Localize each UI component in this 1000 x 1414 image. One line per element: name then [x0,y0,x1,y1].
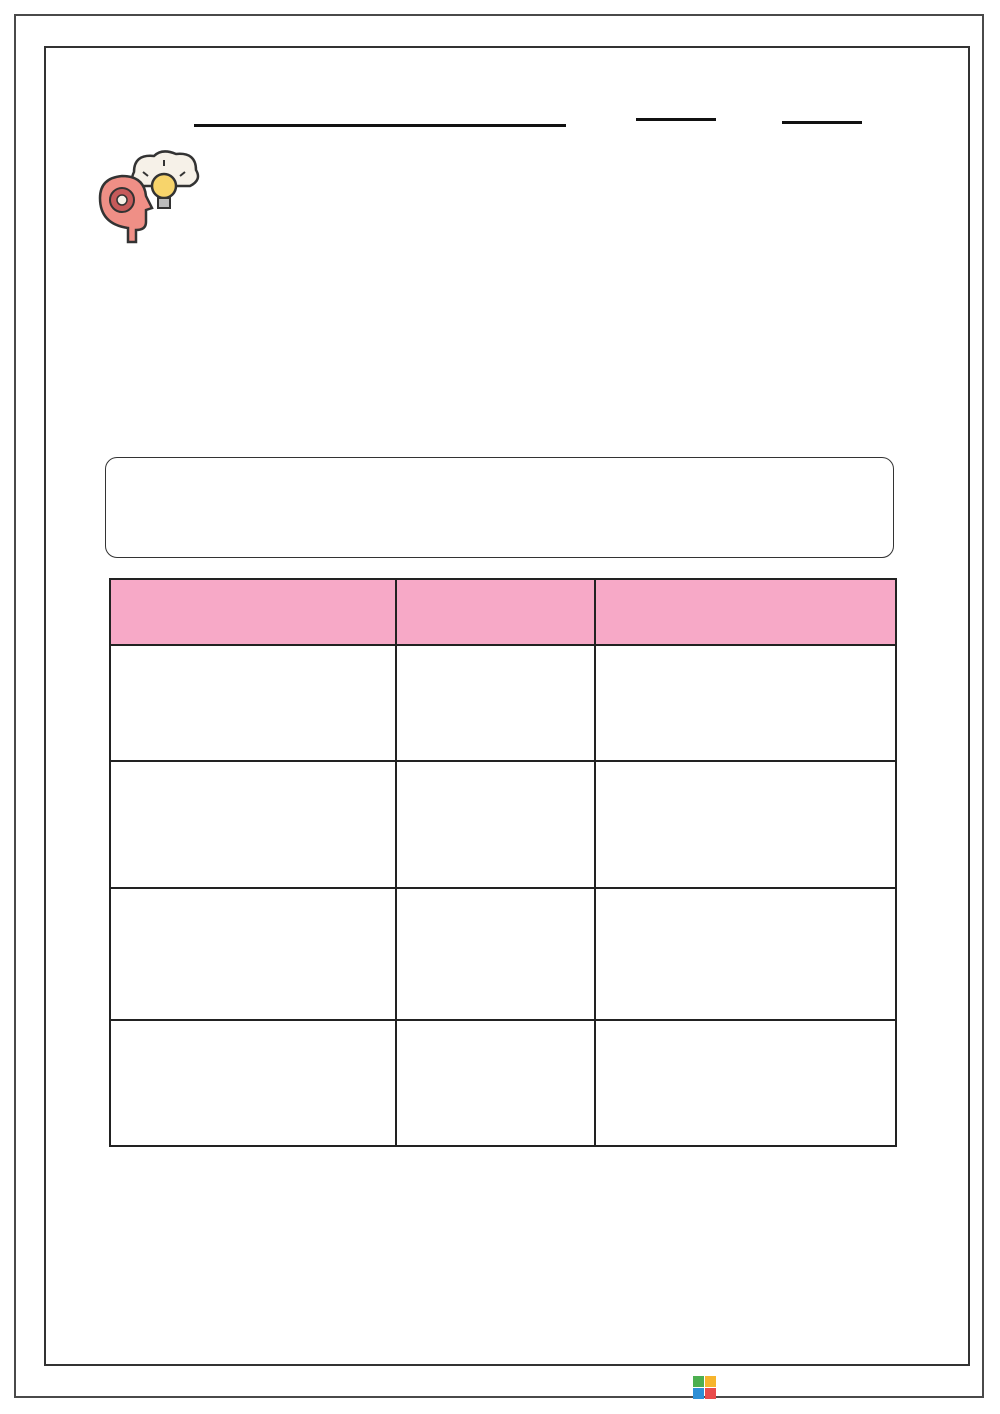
top-triangle-border [0,0,1000,46]
table-row [110,888,896,1020]
table-row [110,1020,896,1146]
header-criteria [110,579,396,645]
left-triangle-border [14,46,44,1366]
result-cell[interactable] [396,1020,595,1146]
criteria-cell [110,645,396,761]
reason-cell[interactable] [595,761,896,888]
result-cell[interactable] [396,888,595,1020]
table-row [110,645,896,761]
header-reason [595,579,896,645]
liveworksheets-logo-icon [693,1376,717,1400]
class-field[interactable] [782,121,862,124]
bottom-triangle-border [0,1366,700,1402]
criteria-cell [110,888,396,1020]
result-cell[interactable] [396,761,595,888]
reason-cell[interactable] [595,888,896,1020]
criteria-cell [110,1020,396,1146]
table-row [110,761,896,888]
selected-event-input[interactable] [105,457,894,558]
reason-cell[interactable] [595,645,896,761]
thinking-head-icon [98,150,202,244]
table-header-row [110,579,896,645]
criteria-table [109,578,897,1147]
result-cell[interactable] [396,645,595,761]
reason-cell[interactable] [595,1020,896,1146]
right-triangle-border [970,46,1000,1366]
student-info-line [94,88,880,128]
criteria-cell [110,761,396,888]
name-field[interactable] [194,124,566,127]
number-field[interactable] [636,118,716,121]
header-result [396,579,595,645]
